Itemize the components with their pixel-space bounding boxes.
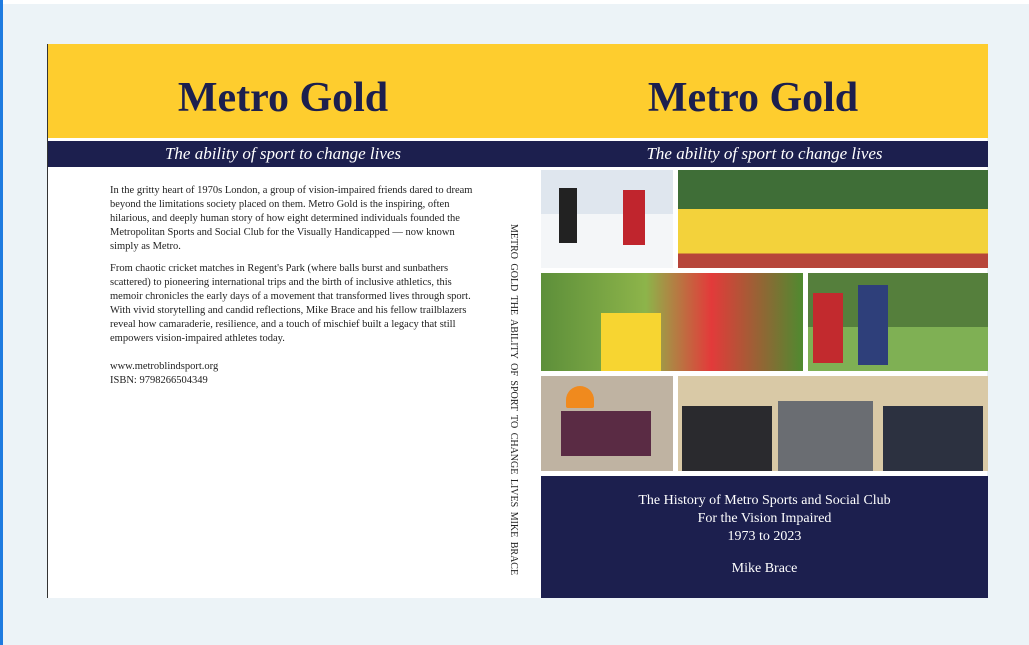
back-subtitle: The ability of sport to change lives [164, 144, 402, 163]
website: www.metroblindsport.org [110, 361, 219, 372]
blurb-paragraph-1: In the gritty heart of 1970s London, a group of vision-impaired friends dared to dream beyond the limitations society placed on them. Metro Gold is the inspiring, often hilarious, and deeply human story of how eight determined individuals founded the Metropolitan Sports and Social Club for the Visually Handicapped — now known simply as Metro. [110, 185, 473, 252]
photo-skiing [541, 170, 673, 268]
front-subtitle: The ability of sport to change lives [646, 144, 883, 163]
book-cover [47, 44, 987, 598]
front-title: Metro Gold [647, 75, 859, 121]
front-line-1: The History of Metro Sports and Social Club [638, 493, 891, 508]
back-blurb [110, 184, 480, 396]
window-edge [0, 0, 3, 645]
photo-cricket [808, 273, 988, 371]
photo-athletics [541, 273, 803, 371]
back-title: Metro Gold [177, 75, 389, 121]
front-line-2: For the Vision Impaired [697, 511, 832, 526]
spine [501, 224, 521, 576]
photo-three-men [678, 376, 988, 471]
photo-team-celebrating [678, 170, 988, 268]
title-band [48, 44, 988, 138]
author: Mike Brace [731, 561, 798, 576]
front-info-box [541, 476, 988, 598]
isbn: ISBN: 9798266504349 [110, 375, 208, 386]
front-line-3: 1973 to 2023 [727, 529, 802, 544]
top-strip [3, 0, 1029, 4]
subtitle-band [48, 141, 988, 167]
spine-text: METRO GOLD THE ABILITY OF SPORT TO CHANGE LIVES MIKE BRACE [508, 224, 519, 576]
photo-climbing [541, 376, 673, 471]
blurb-paragraph-2: From chaotic cricket matches in Regent's Park (where balls burst and sunbathers scattered) to pioneering international trips and the birth of inclusive athletics, this memoir chronicles the early days of a movement that transformed lives through sport. With vivid storytelling and candid reflections, Mike Brace and his fellow trailblazers reveal how camaraderie, resilience, and a touch of mischief built a legacy that still empowers vision-impaired athletes today. [110, 263, 471, 344]
